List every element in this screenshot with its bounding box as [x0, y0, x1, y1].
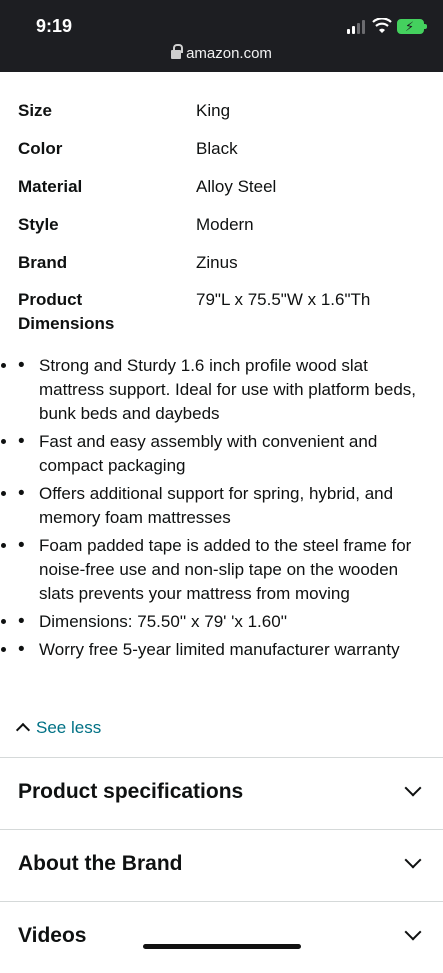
accordion-title: About the Brand — [18, 852, 183, 875]
address-bar[interactable] — [0, 45, 443, 62]
cropped-section-heading — [18, 54, 23, 75]
status-time: 9:19 — [36, 16, 73, 36]
spec-label: Color — [18, 139, 63, 158]
chevron-down-icon — [405, 852, 422, 869]
feature-bullet: • • Worry free 5-year limited manufacturer warranty — [18, 638, 430, 662]
ios-status-bar — [0, 0, 443, 72]
accordion-product-specifications[interactable] — [0, 757, 443, 829]
spec-value: Modern — [196, 215, 254, 234]
feature-bullet: • • Fast and easy assembly with convenient and compact packaging — [18, 430, 430, 478]
feature-bullet: • • Offers additional support for spring, hybrid, and memory foam mattresses — [18, 482, 430, 530]
spec-label: Material — [18, 177, 83, 196]
chevron-up-icon — [16, 723, 30, 737]
url-text: amazon.com — [186, 45, 272, 62]
see-less-link[interactable] — [18, 718, 101, 738]
accordion-title: Product specifications — [18, 780, 244, 803]
feature-bullet: • • Foam padded tape is added to the steel frame for noise-free use and non-slip tape on the wooden slats prevents your mattress from moving — [18, 534, 430, 606]
spec-value: King — [196, 101, 231, 120]
spec-label: Brand — [18, 253, 68, 272]
accordion-title: Videos — [18, 924, 87, 947]
feature-bullet: • • Dimensions: 75.50'' x 79' 'x 1.60'' — [18, 610, 430, 634]
feature-bullet: • • Strong and Sturdy 1.6 inch profile wood slat mattress support. Ideal for use with platform beds, bunk beds and daybeds — [18, 354, 430, 426]
spec-label: Style — [18, 215, 59, 234]
spec-value: 79"L x 75.5"W x 1.6"Th — [196, 290, 371, 309]
spec-value: Zinus — [196, 253, 238, 272]
cellular-signal-icon — [347, 20, 365, 34]
spec-label: Product Dimensions — [18, 290, 115, 333]
spec-value: Black — [196, 139, 238, 158]
spec-label: Size — [18, 101, 53, 120]
accordion-videos[interactable] — [0, 901, 443, 973]
accordion-about-brand[interactable] — [0, 829, 443, 901]
lock-icon — [171, 50, 181, 59]
battery-charging-icon: ⚡ — [397, 19, 424, 34]
home-indicator[interactable] — [143, 944, 301, 949]
spec-value: Alloy Steel — [196, 177, 277, 196]
about-this-item-list — [18, 354, 430, 666]
see-less-label: See less — [36, 718, 102, 737]
chevron-down-icon — [405, 924, 422, 941]
chevron-down-icon — [405, 780, 422, 797]
wifi-icon — [372, 18, 392, 34]
